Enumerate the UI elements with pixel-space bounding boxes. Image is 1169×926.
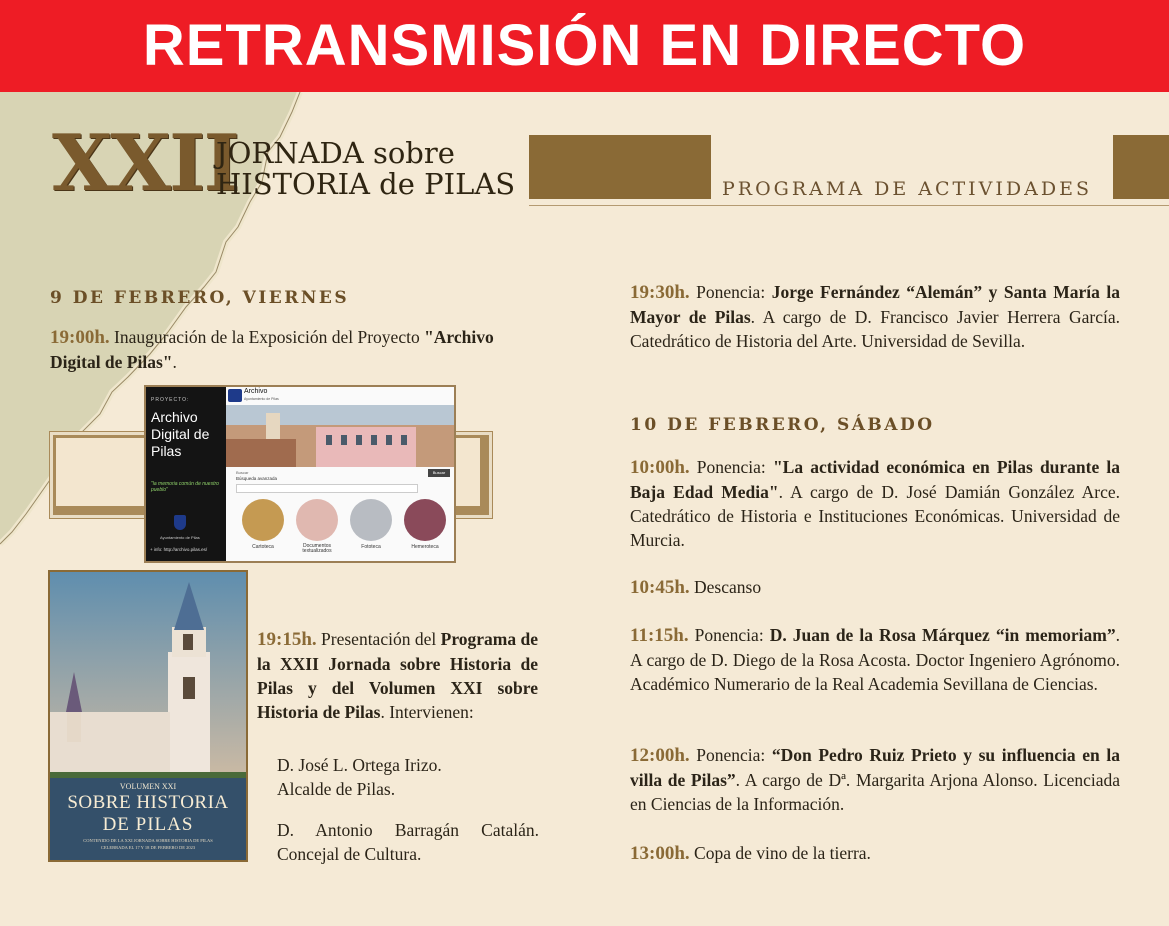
speaker-2 (277, 818, 539, 866)
day1-item3 (630, 280, 1120, 353)
day2-item5 (630, 841, 1120, 866)
archivo-digital-image (144, 385, 456, 563)
book-volume: VOLUMEN XXI (119, 782, 177, 791)
proyecto-label: PROYECTO: (151, 397, 190, 403)
time-label: 12:00h. (630, 745, 690, 766)
org-label: Ayuntamiento de Pilas (160, 535, 200, 540)
event-title-line2: HISTORIA de PILAS (216, 167, 516, 201)
site-logo-text: Archivo (244, 388, 268, 395)
decorative-bar-right (1113, 135, 1169, 199)
document-thumb[interactable] (296, 499, 338, 541)
item-pre: Ponencia: (688, 625, 770, 645)
shield-icon (174, 515, 186, 530)
speaker-role: Concejal de Cultura. (277, 844, 422, 864)
event-title (216, 138, 515, 200)
item-bold: "La actividad económica en Pilas durante la Baja Edad Media" (630, 457, 1121, 502)
item-rest: . A cargo de D. José Damián González Arce. Catedrático de Historia e Instituciones Económicas. Universidad de Murcia. (630, 482, 1121, 550)
newspaper-thumb[interactable] (404, 499, 446, 541)
item-rest: . A cargo de Dª. Margarita Arjona Alonso. Licenciada en Ciencias de la Información. (630, 770, 1121, 814)
time-label: 13:00h. (630, 843, 690, 864)
archivo-name (151, 409, 209, 460)
item-rest: . A cargo de D. Diego de la Rosa Acosta. Doctor Ingeniero Agrónomo. Académico Numerario de la Real Academia Sevillana de Ciencias. (630, 625, 1120, 694)
info-link: + info: http://archivo.pilas.es/ (150, 547, 208, 552)
item-bold: "Archivo Digital de Pilas" (50, 327, 494, 372)
day2-item2 (630, 575, 1120, 600)
archivo-name-2: Digital de (151, 426, 210, 442)
item-text: Presentación del (316, 629, 441, 649)
item-text: Inauguración de la Exposición del Proyecto (109, 327, 425, 347)
item-pre: Ponencia: (689, 457, 773, 477)
speaker-name: D. José L. Ortega Irizo. (277, 755, 442, 775)
day2-item1 (630, 455, 1120, 552)
book-subtitle-1: CONTENIDO DE LA XXI JORNADA SOBRE HISTORIA DE PILAS (83, 838, 213, 843)
item-bold: Programa de la XXII Jornada sobre Historia de Pilas y del Volumen XXI sobre Historia de Pilas (257, 629, 538, 722)
archivo-poster (146, 387, 226, 561)
day1-heading: 9 DE FEBRERO, VIERNES (50, 288, 350, 308)
item-bold: “Don Pedro Ruiz Prieto y su influencia en la villa de Pilas” (630, 745, 1120, 790)
book-subtitle-2: CELEBRADA EL 17 Y 18 DE FEBRERO DE 2023 (100, 845, 196, 850)
speaker-name: D. Antonio Barragán Catalán. (277, 820, 539, 840)
item-bold: Jorge Fernández “Alemán” y Santa María la Mayor de Pilas (630, 282, 1120, 327)
archivo-website (226, 387, 454, 561)
map-thumb[interactable] (242, 499, 284, 541)
divider (529, 205, 1169, 206)
search-button[interactable]: Buscar (428, 469, 450, 477)
item-pre: Ponencia: (689, 745, 772, 765)
time-label: 11:15h. (630, 625, 689, 646)
book-title-block (50, 778, 246, 860)
day1-item2 (257, 627, 538, 724)
book-title-1: SOBRE HISTORIA (67, 792, 229, 813)
book-cover (48, 570, 248, 862)
time-label: 10:45h. (630, 577, 690, 598)
cat-label: Cartoteca (252, 544, 274, 550)
speaker-role: Alcalde de Pilas. (277, 779, 396, 799)
logo-icon (228, 389, 242, 402)
item-rest: Descanso (689, 577, 762, 597)
day2-item3 (630, 623, 1120, 696)
item-end: . Intervienen: (380, 702, 474, 722)
search-input[interactable] (236, 484, 418, 493)
item-rest: . A cargo de D. Francisco Javier Herrera García. Catedrático de Historia del Arte. Universidad de Sevilla. (630, 307, 1120, 351)
day2-item4 (630, 743, 1120, 816)
item-end: . (172, 352, 177, 372)
site-logo-sub: Ayuntamiento de Pilas (244, 397, 279, 401)
photo-thumb[interactable] (350, 499, 392, 541)
building-photo (226, 405, 454, 467)
archivo-name-3: Pilas (151, 443, 182, 459)
programa-heading: PROGRAMA DE ACTIVIDADES (722, 178, 1092, 200)
event-title-line1: JORNADA sobre (216, 136, 455, 170)
cat-label: Fototeca (361, 544, 381, 550)
speaker-1 (277, 753, 539, 801)
search-mode: Búsqueda avanzada (236, 476, 278, 481)
cat-label: Documentos textualizados (302, 543, 332, 554)
time-label: 10:00h. (630, 457, 690, 478)
time-label: 19:00h. (50, 327, 110, 348)
time-label: 19:30h. (630, 282, 690, 303)
item-pre: Ponencia: (689, 282, 772, 302)
item-rest: Copa de vino de la tierra. (689, 843, 871, 863)
book-title-2: DE PILAS (102, 814, 194, 835)
live-banner: RETRANSMISIÓN EN DIRECTO (0, 0, 1169, 92)
day1-item1 (50, 325, 540, 374)
search-label: Buscar (236, 470, 249, 475)
decorative-bar-left (529, 135, 711, 199)
archivo-name-1: Archivo (151, 409, 198, 425)
item-bold: D. Juan de la Rosa Márquez “in memoriam” (769, 625, 1116, 645)
cat-label: Hemeroteca (411, 544, 439, 550)
edition-number: XXII (52, 118, 239, 209)
time-label: 19:15h. (257, 629, 317, 650)
archivo-tagline: "la memoria común de nuestro pueblo" (151, 481, 219, 493)
day2-heading: 10 DE FEBRERO, SÁBADO (630, 415, 935, 435)
